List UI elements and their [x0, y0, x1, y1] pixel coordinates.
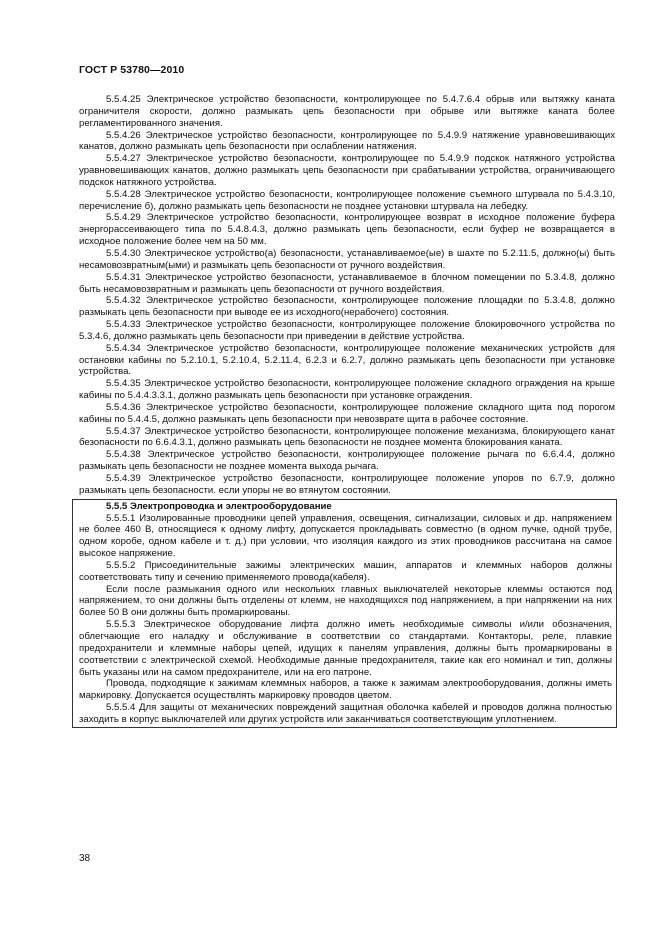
clause-5-5-4-36: 5.5.4.36 Электрическое устройство безопасности, контролирующее положение складного щита под порогом кабины по 5.4.4.5, должно размыкать цепь безопасности при невозврате щита в рабочее состояние. — [79, 401, 615, 425]
clause-5-5-5-3: 5.5.5.3 Электрическое оборудование лифта должно иметь необходимые символы и/или обозначения, облегчающие его наладку и обслуживание в соответствии со стандартами. Контакторы, реле, плавкие предохранители и клеммные наборы цепей, идущих к панелям управления, должны быть промаркированы в соответствии с электрической схемой. Необходимые данные предохранителя, такие как его номинал и тип, должны быть указаны или на самом предохранителе, или на его патроне. — [79, 619, 612, 678]
clause-5-5-4-28: 5.5.4.28 Электрическое устройство безопасности, контролирующее положение съемного штурвала по 5.4.3.10, перечисление б), должно размыкать цепь безопасности не позднее установки штурвала на лебедку. — [79, 188, 615, 212]
clause-5-5-5-3-cont: Провода, подходящие к зажимам клеммных наборов, а также к зажимам электрооборудования, должны иметь маркировку. Допускается осуществлять маркировку проводов цветом. — [79, 678, 612, 702]
page-number: 38 — [79, 853, 91, 864]
clause-5-5-4-33: 5.5.4.33 Электрическое устройство безопасности, контролирующее положение блокировочного устройства по 5.3.4.6, должно размыкать цепь безопасности при приведении в действие устройства. — [79, 319, 615, 342]
clause-5-5-4-25: 5.5.4.25 Электрическое устройство безопасности, контролирующее по 5.4.7.6.4 обрыв или вытяжку каната ограничителя скорости, должно размыкать цепь безопасности при обрыве или вытяжке каната более регламентированного значения. — [79, 94, 615, 129]
clause-5-5-5-2-cont: Если после размыкания одного или нескольких главных выключателей некоторые клеммы остаются под напряжением, то они должны быть отделены от клемм, не находящихся под напряжением, а при напряжении на них более 50 В они должны быть промаркированы. — [79, 583, 612, 619]
section-5-5-5-box — [72, 499, 617, 728]
clause-5-5-5-1: 5.5.5.1 Изолированные проводники цепей управления, освещения, сигнализации, силовых и др. напряжением не более 460 В, относящиеся к одному лифту, допускается прокладывать совместно (в одном пучке, одной трубе, одном коробе, одном кабеле и т. д.) при условии, что изоляция каждого из этих проводников рассчитана на самое высокое напряжение. — [79, 512, 612, 560]
clause-5-5-5-4: 5.5.5.4 Для защиты от механических повреждений защитная оболочка кабелей и проводов должна полностью заходить в корпус выключателей или других устройств или заканчиваться соответствующим уплотнением. — [79, 702, 612, 725]
clause-5-5-4-29: 5.5.4.29 Электрическое устройство безопасности, контролирующее возврат в исходное положение буфера энергорассеивающего типа по 5.4.8.4.3, должно размыкать цепь безопасности, если буфер не возвращается в исходное положение более чем на 50 мм. — [79, 212, 615, 248]
section-title: 5.5.5 Электропроводка и электрооборудование — [106, 500, 332, 512]
clause-5-5-4-31: 5.5.4.31 Электрическое устройство безопасности, устанавливаемое в блочном помещении по 5.3.4.8, должно быть несамовозвратным и размыкать цепь безопасности от ручного воздействия. — [79, 271, 615, 295]
clause-5-5-4-37: 5.5.4.37 Электрическое устройство безопасности, контролирующее положение механизма, блокирующего канат безопасности по 6.6.4.3.1, должно размыкать цепь безопасности не позднее момента блокирования каната. — [79, 425, 615, 449]
clause-5-5-4-27: 5.5.4.27 Электрическое устройство безопасности, контролирующее по 5.4.9.9 подскок натяжного устройства уравновешивающих канатов, должно размыкать цепь безопасности при срабатывании устройства, ограничивающего подскок натяжного устройства. — [79, 153, 615, 188]
document-header: ГОСТ Р 53780—2010 — [79, 64, 185, 76]
clause-5-5-4-32: 5.5.4.32 Электрическое устройство безопасности, контролирующее положение площадки по 5.3.4.8, должно размыкать цепь безопасности при выводе ее из исходного(нерабочего) состояния. — [79, 295, 615, 319]
clause-5-5-4-26: 5.5.4.26 Электрическое устройство безопасности, контролирующее по 5.4.9.9 натяжение уравновешивающих канатов, должно размыкать цепь безопасности при ослаблении натяжения. — [79, 129, 615, 153]
clause-5-5-4-35: 5.5.4.35 Электрическое устройство безопасности, контролирующее положение складного ограждения на крыше кабины по 5.4.4.3.3.1, должно размыкать цепь безопасности при установке ограждения. — [79, 378, 615, 402]
clause-5-5-4-34: 5.5.4.34 Электрическое устройство безопасности, контролирующее положение механических устройств для остановки кабины по 5.2.10.1, 5.2.10.4, 5.2.11.4, 6.2.3 и 6.2.7, должно размыкать цепь безопасности при установке устройства. — [79, 342, 615, 378]
clause-5-5-4-38: 5.5.4.38 Электрическое устройство безопасности, контролирующее положение рычага по 6.6.4.4, должно размыкать цепь безопасности не позднее момента выхода рычага. — [79, 449, 615, 473]
clause-5-5-4-30: 5.5.4.30 Электрическое устройство(а) безопасности, устанавливаемое(ые) в шахте по 5.2.11.5, должно(ы) быть несамовозвратным(ыми) и размыкать цепь безопасности от ручного воздействия. — [79, 247, 615, 271]
page-body — [79, 94, 615, 728]
clause-5-5-4-39: 5.5.4.39 Электрическое устройство безопасности, контролирующее положение упоров по 6.7.9, должно размыкать цепь безопасности. если упоры не во втянутом состоянии. — [79, 473, 615, 496]
clause-5-5-5-2: 5.5.5.2 Присоединительные зажимы электрических машин, аппаратов и клеммных наборов должны соответствовать типу и сечению применяемого провода(кабеля). — [79, 559, 612, 583]
